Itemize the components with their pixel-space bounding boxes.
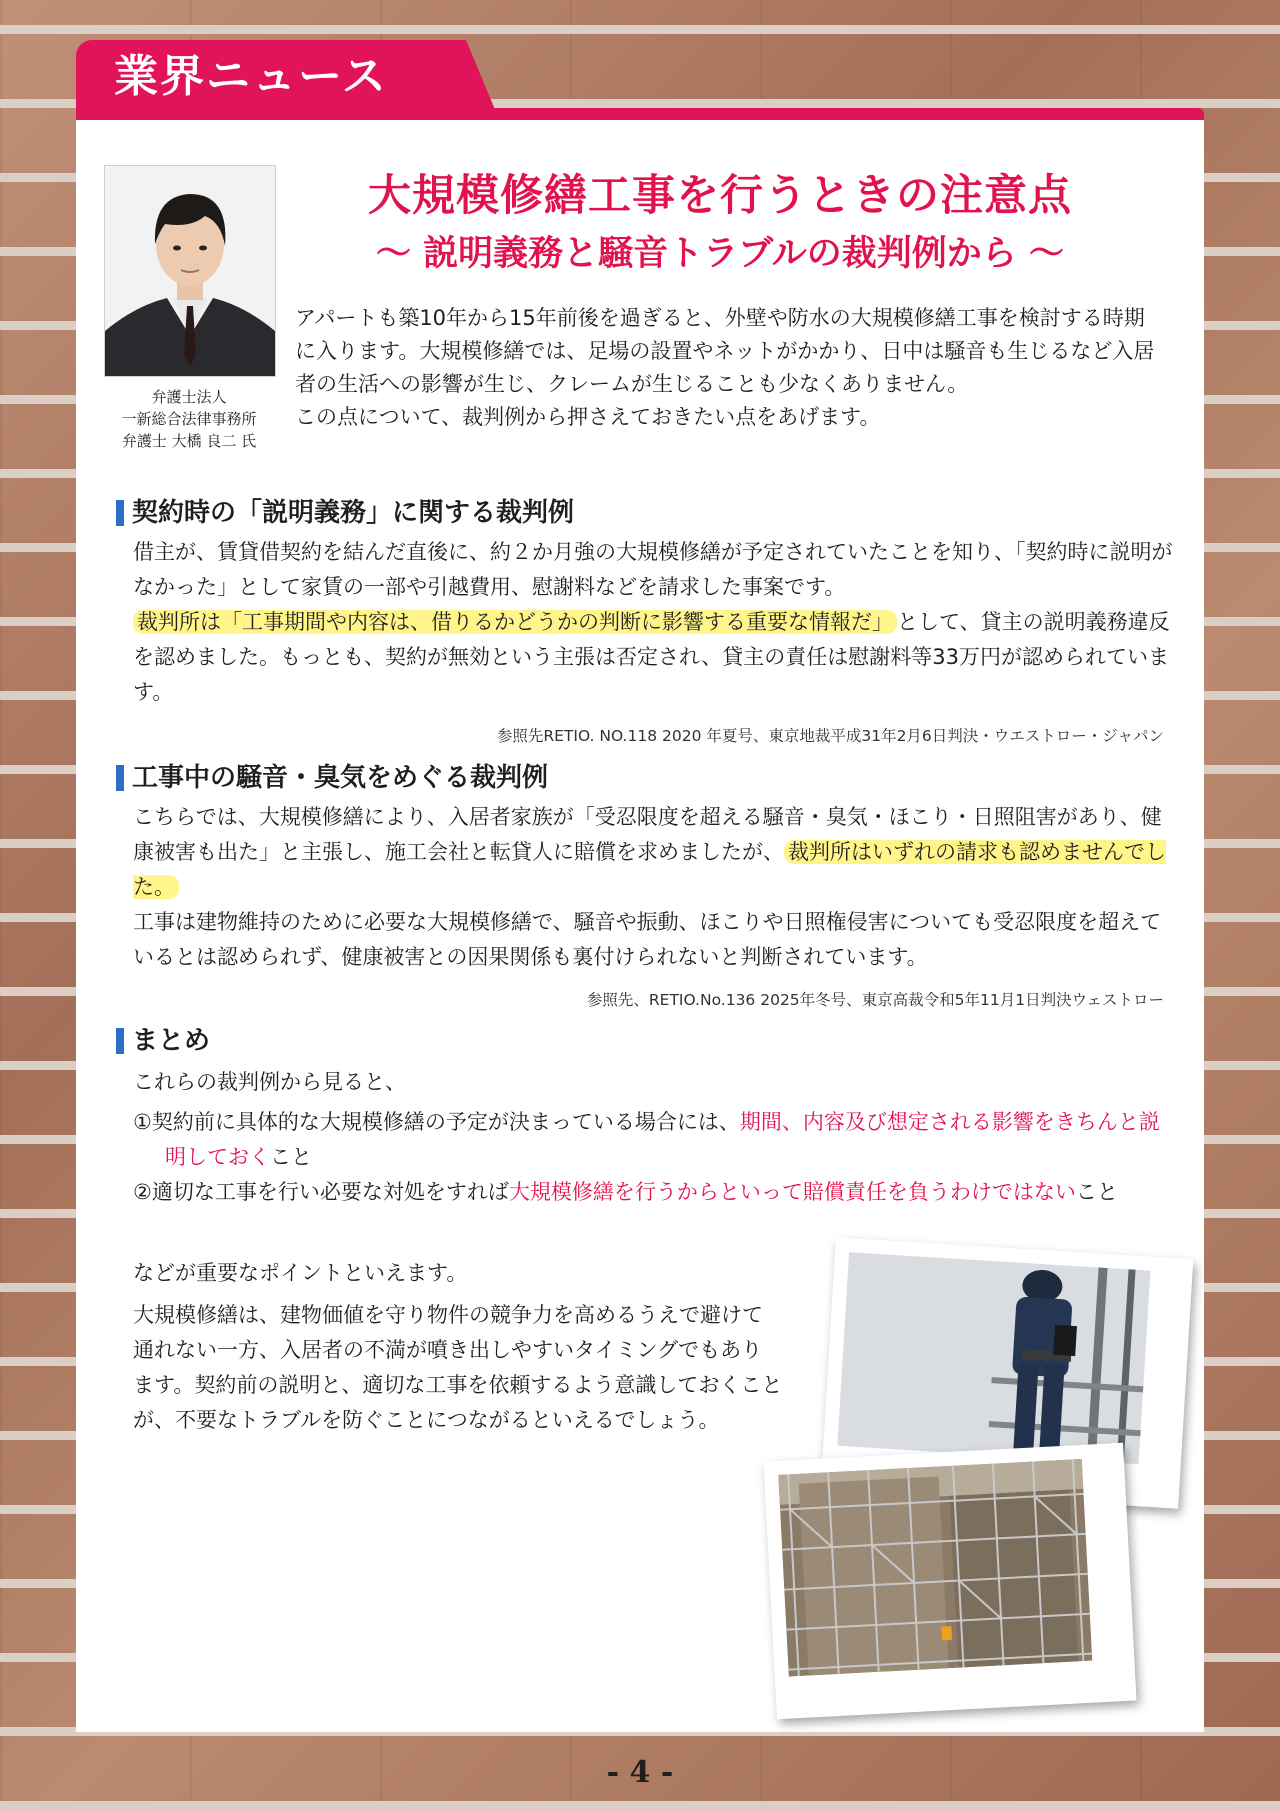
paragraph: 大規模修繕は、建物価値を守り物件の競争力を高めるうえで避けて通れない一方、入居者の不満が噴き出しやすいタイミングでもあります。契約前の説明と、適切な工事を依頼するよう意識しておくことが、不要なトラブルを防ぐことにつながるといえるでしょう。 (133, 1303, 783, 1432)
item-emphasis: 大規模修繕を行うからといって賠償責任を負うわけではない (508, 1180, 1076, 1204)
closing-paragraph (133, 1298, 783, 1438)
item-number: ① (133, 1110, 152, 1134)
summary-after: などが重要なポイントといえます。 (133, 1261, 468, 1285)
section-body-explanation-duty (133, 535, 1173, 710)
paragraph (133, 800, 1173, 905)
highlighted-ruling: 裁判所は「工事期間や内容は、借りるかどうかの判断に影響する重要な情報だ」 (133, 610, 897, 634)
list-item (133, 1175, 1178, 1210)
item-text: 契約前に具体的な大規模修繕の予定が決まっている場合には、 (151, 1110, 740, 1134)
section-title: 業界ニュース (114, 51, 388, 102)
paragraph: 借主が、賃貸借契約を結んだ直後に、約２か月強の大規模修繕が予定されていたことを知り、「契約時に説明がなかった」として家賃の一部や引越費用、慰謝料などを請求した事案です。 (133, 540, 1173, 599)
paragraph (133, 605, 1173, 710)
summary-lead: これらの裁判例から見ると、 (133, 1070, 406, 1094)
paragraph-rest: として、貸主の説明義務違反を認めました。もっとも、契約が無効という主張は否定され、貸主の責任は慰謝料等33万円が認められています。 (133, 610, 1170, 704)
reference-note: 参照先、RETIO.No.136 2025年冬号、東京高裁令和5年11月1日判決ウェストロー (586, 991, 1164, 1009)
author-portrait (104, 165, 276, 377)
caption-line: 弁護士法人 (151, 388, 227, 406)
article-title: 大規模修繕工事を行うときの注意点 (368, 171, 1072, 221)
item-text: こと (270, 1145, 312, 1169)
building-scaffolding-photo (763, 1443, 1136, 1719)
portrait-caption (100, 386, 278, 452)
item-emphasis: 期間、内容及び想定される影響をきちんと説明しておく (165, 1110, 1160, 1169)
caption-line: 一新総合法律事務所 (121, 410, 257, 428)
paragraph-start: こちらでは、大規模修繕により、入居者家族が「受忍限度を超える騒音・臭気・ほこり・日照阻害があり、健康被害も出た」と主張し、施工会社と転貸人に賠償を求めましたが、 (133, 805, 1162, 864)
intro-text (295, 302, 1165, 434)
section-heading-summary: まとめ (116, 1024, 210, 1058)
intro-paragraph: この点について、裁判例から押さえておきたい点をあげます。 (295, 405, 881, 429)
item-text: 適切な工事を行い必要な対処をすれば (151, 1180, 509, 1204)
item-number: ② (133, 1180, 152, 1204)
section-heading-explanation-duty: 契約時の「説明義務」に関する裁判例 (116, 496, 574, 530)
list-item (133, 1105, 1178, 1175)
highlighted-ruling: 裁判所はいずれの請求も認めませんでした。 (133, 840, 1166, 899)
intro-paragraph: アパートも築10年から15年前後を過ぎると、外壁や防水の大規模修繕工事を検討する時期に入ります。大規模修繕では、足場の設置やネットがかかり、日中は騒音も生じるなど入居者の生活への影響が生じ、クレームが生じることも少なくありません。 (295, 306, 1155, 396)
item-text: こと (1075, 1180, 1118, 1204)
section-body-noise (133, 800, 1173, 975)
section-heading-noise: 工事中の騒音・臭気をめぐる裁判例 (116, 761, 548, 795)
header-bar (76, 108, 1204, 120)
summary-list (133, 1105, 1178, 1210)
article-subtitle: ～ 説明義務と騒音トラブルの裁判例から ～ (376, 234, 1064, 274)
caption-line: 弁護士 大橋 良二 氏 (121, 432, 257, 450)
page-number: - 4 - (606, 1755, 674, 1790)
paragraph: 工事は建物維持のために必要な大規模修繕で、騒音や振動、ほこりや日照権侵害についても受忍限度を超えているとは認められず、健康被害との因果関係も裏付けられないと判断されています。 (133, 910, 1162, 969)
reference-note: 参照先RETIO. NO.118 2020 年夏号、東京地裁平成31年2月6日判決・ウエストロー・ジャパン (496, 727, 1164, 745)
